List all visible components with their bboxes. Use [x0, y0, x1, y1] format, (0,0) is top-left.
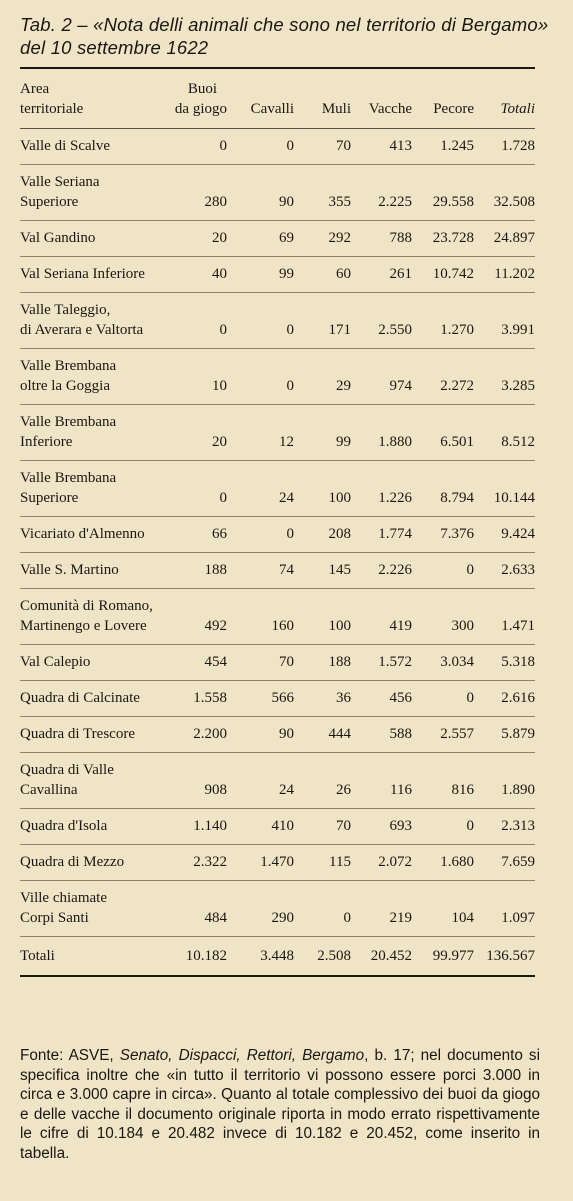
table-row: [20, 165, 535, 221]
area-cell: Valle Brembana Inferiore: [20, 405, 157, 461]
cavalli-cell: 90: [227, 717, 294, 753]
cavalli-cell: 0: [227, 517, 294, 553]
table-row: [20, 717, 535, 753]
area-cell: Valle Brembana oltre la Goggia: [20, 349, 157, 405]
pecore-cell: 0: [412, 553, 474, 589]
muli-cell: 100: [294, 461, 351, 517]
vacche-cell: 1.572: [351, 645, 412, 681]
totali-cell: 32.508: [474, 165, 535, 221]
buoi-cell: 908: [157, 753, 227, 809]
cavalli-cell: 12: [227, 405, 294, 461]
area-cell: Valle di Scalve: [20, 129, 157, 165]
pecore-cell: 1.270: [412, 293, 474, 349]
cavalli-cell: 0: [227, 349, 294, 405]
total-muli-cell: 2.508: [294, 937, 351, 977]
pecore-cell: 0: [412, 809, 474, 845]
area-cell: Val Seriana Inferiore: [20, 257, 157, 293]
area-cell: Quadra di Valle Cavallina: [20, 753, 157, 809]
table-row: [20, 645, 535, 681]
table-row: [20, 405, 535, 461]
table-row: [20, 257, 535, 293]
totali-cell: 7.659: [474, 845, 535, 881]
area-cell: Valle S. Martino: [20, 553, 157, 589]
vacche-cell: 456: [351, 681, 412, 717]
vacche-cell: 219: [351, 881, 412, 937]
vacche-cell: 261: [351, 257, 412, 293]
area-cell: Val Calepio: [20, 645, 157, 681]
muli-cell: 70: [294, 809, 351, 845]
muli-cell: 100: [294, 589, 351, 645]
header-vacche: Vacche: [351, 71, 412, 129]
pecore-cell: 1.680: [412, 845, 474, 881]
table-row: [20, 881, 535, 937]
area-cell: Quadra di Mezzo: [20, 845, 157, 881]
area-cell: Quadra di Trescore: [20, 717, 157, 753]
pecore-cell: 104: [412, 881, 474, 937]
vacche-cell: 413: [351, 129, 412, 165]
muli-cell: 0: [294, 881, 351, 937]
pecore-cell: 23.728: [412, 221, 474, 257]
header-row: [20, 71, 535, 129]
buoi-cell: 454: [157, 645, 227, 681]
area-cell: Valle Taleggio, di Averara e Valtorta: [20, 293, 157, 349]
pecore-cell: 29.558: [412, 165, 474, 221]
table-row: [20, 589, 535, 645]
totali-cell: 11.202: [474, 257, 535, 293]
muli-cell: 145: [294, 553, 351, 589]
area-cell: Val Gandino: [20, 221, 157, 257]
cavalli-cell: 0: [227, 129, 294, 165]
muli-cell: 355: [294, 165, 351, 221]
vacche-cell: 2.072: [351, 845, 412, 881]
vacche-cell: 788: [351, 221, 412, 257]
totali-cell: 2.313: [474, 809, 535, 845]
buoi-cell: 10: [157, 349, 227, 405]
cavalli-cell: 160: [227, 589, 294, 645]
table-row: [20, 809, 535, 845]
table-row: [20, 681, 535, 717]
total-cavalli-cell: 3.448: [227, 937, 294, 977]
table-row: [20, 221, 535, 257]
totali-cell: 24.897: [474, 221, 535, 257]
cavalli-cell: 24: [227, 461, 294, 517]
totals-label: Totali: [20, 937, 157, 977]
muli-cell: 444: [294, 717, 351, 753]
muli-cell: 60: [294, 257, 351, 293]
totali-cell: 5.879: [474, 717, 535, 753]
buoi-cell: 66: [157, 517, 227, 553]
area-cell: Valle Seriana Superiore: [20, 165, 157, 221]
buoi-cell: 188: [157, 553, 227, 589]
buoi-cell: 492: [157, 589, 227, 645]
totals-row: [20, 937, 535, 977]
vacche-cell: 1.880: [351, 405, 412, 461]
total-pecore-cell: 99.977: [412, 937, 474, 977]
cavalli-cell: 70: [227, 645, 294, 681]
table-row: [20, 753, 535, 809]
header-area: Area territoriale: [20, 71, 157, 129]
table-body: [20, 129, 535, 977]
cavalli-cell: 99: [227, 257, 294, 293]
totali-cell: 1.097: [474, 881, 535, 937]
buoi-cell: 280: [157, 165, 227, 221]
totali-cell: 5.318: [474, 645, 535, 681]
vacche-cell: 588: [351, 717, 412, 753]
muli-cell: 188: [294, 645, 351, 681]
pecore-cell: 816: [412, 753, 474, 809]
table-row: [20, 293, 535, 349]
table-row: [20, 129, 535, 165]
totali-cell: 1.728: [474, 129, 535, 165]
totali-cell: 2.616: [474, 681, 535, 717]
totali-cell: 10.144: [474, 461, 535, 517]
area-cell: Quadra di Calcinate: [20, 681, 157, 717]
muli-cell: 26: [294, 753, 351, 809]
muli-cell: 99: [294, 405, 351, 461]
vacche-cell: 2.226: [351, 553, 412, 589]
buoi-cell: 2.322: [157, 845, 227, 881]
buoi-cell: 1.558: [157, 681, 227, 717]
buoi-cell: 0: [157, 461, 227, 517]
buoi-cell: 2.200: [157, 717, 227, 753]
source-reference: Senato, Dispacci, Rettori, Bergamo: [119, 1047, 365, 1064]
area-cell: Quadra d'Isola: [20, 809, 157, 845]
header-pecore: Pecore: [412, 71, 474, 129]
cavalli-cell: 74: [227, 553, 294, 589]
muli-cell: 115: [294, 845, 351, 881]
area-cell: Comunità di Romano, Martinengo e Lovere: [20, 589, 157, 645]
muli-cell: 171: [294, 293, 351, 349]
area-cell: Valle Brembana Superiore: [20, 461, 157, 517]
muli-cell: 292: [294, 221, 351, 257]
cavalli-cell: 1.470: [227, 845, 294, 881]
header-totali: Totali: [474, 71, 535, 129]
cavalli-cell: 90: [227, 165, 294, 221]
pecore-cell: 1.245: [412, 129, 474, 165]
buoi-cell: 20: [157, 221, 227, 257]
top-rule: [20, 67, 535, 69]
totali-cell: 1.471: [474, 589, 535, 645]
vacche-cell: 693: [351, 809, 412, 845]
cavalli-cell: 69: [227, 221, 294, 257]
pecore-cell: 2.557: [412, 717, 474, 753]
pecore-cell: 8.794: [412, 461, 474, 517]
buoi-cell: 0: [157, 129, 227, 165]
totali-cell: 3.285: [474, 349, 535, 405]
table-caption: Tab. 2 – «Nota delli animali che sono nel territorio di Bergamo» del 10 settembre 1622: [20, 14, 549, 58]
muli-cell: 29: [294, 349, 351, 405]
muli-cell: 36: [294, 681, 351, 717]
vacche-cell: 2.225: [351, 165, 412, 221]
totali-cell: 3.991: [474, 293, 535, 349]
table-row: [20, 349, 535, 405]
pecore-cell: 3.034: [412, 645, 474, 681]
total-totali-cell: 136.567: [474, 937, 535, 977]
area-cell: Vicariato d'Almenno: [20, 517, 157, 553]
cavalli-cell: 24: [227, 753, 294, 809]
totali-cell: 2.633: [474, 553, 535, 589]
cavalli-cell: 410: [227, 809, 294, 845]
totali-cell: 9.424: [474, 517, 535, 553]
table-row: [20, 517, 535, 553]
vacche-cell: 974: [351, 349, 412, 405]
pecore-cell: 6.501: [412, 405, 474, 461]
vacche-cell: 1.226: [351, 461, 412, 517]
vacche-cell: 2.550: [351, 293, 412, 349]
table-row: [20, 553, 535, 589]
pecore-cell: 10.742: [412, 257, 474, 293]
buoi-cell: 40: [157, 257, 227, 293]
pecore-cell: 300: [412, 589, 474, 645]
pecore-cell: 7.376: [412, 517, 474, 553]
animals-table: [20, 71, 535, 977]
table-row: [20, 461, 535, 517]
vacche-cell: 1.774: [351, 517, 412, 553]
buoi-cell: 0: [157, 293, 227, 349]
area-cell: Ville chiamate Corpi Santi: [20, 881, 157, 937]
source-note: Fonte: ASVE, Senato, Dispacci, Rettori, Bergamo, b. 17; nel documento si specifica inoltre che «in tutto il territorio vi possono essere porci 3.000 in circa e 3.000 capre in circa». Quanto al totale complessivo dei buoi da giogo e delle vacche il documento originale riporta in modo errato rispettivamente le cifre di 10.184 e 20.482 invece di 10.182 e 20.452, come inserito in tabella.: [20, 1047, 540, 1162]
muli-cell: 70: [294, 129, 351, 165]
cavalli-cell: 0: [227, 293, 294, 349]
vacche-cell: 419: [351, 589, 412, 645]
vacche-cell: 116: [351, 753, 412, 809]
pecore-cell: 0: [412, 681, 474, 717]
pecore-cell: 2.272: [412, 349, 474, 405]
total-vacche-cell: 20.452: [351, 937, 412, 977]
header-muli: Muli: [294, 71, 351, 129]
buoi-cell: 484: [157, 881, 227, 937]
muli-cell: 208: [294, 517, 351, 553]
cavalli-cell: 566: [227, 681, 294, 717]
table-row: [20, 845, 535, 881]
header-cavalli: Cavalli: [227, 71, 294, 129]
totali-cell: 1.890: [474, 753, 535, 809]
header-buoi: Buoi da giogo: [157, 71, 227, 129]
buoi-cell: 1.140: [157, 809, 227, 845]
buoi-cell: 20: [157, 405, 227, 461]
totali-cell: 8.512: [474, 405, 535, 461]
cavalli-cell: 290: [227, 881, 294, 937]
total-buoi-cell: 10.182: [157, 937, 227, 977]
